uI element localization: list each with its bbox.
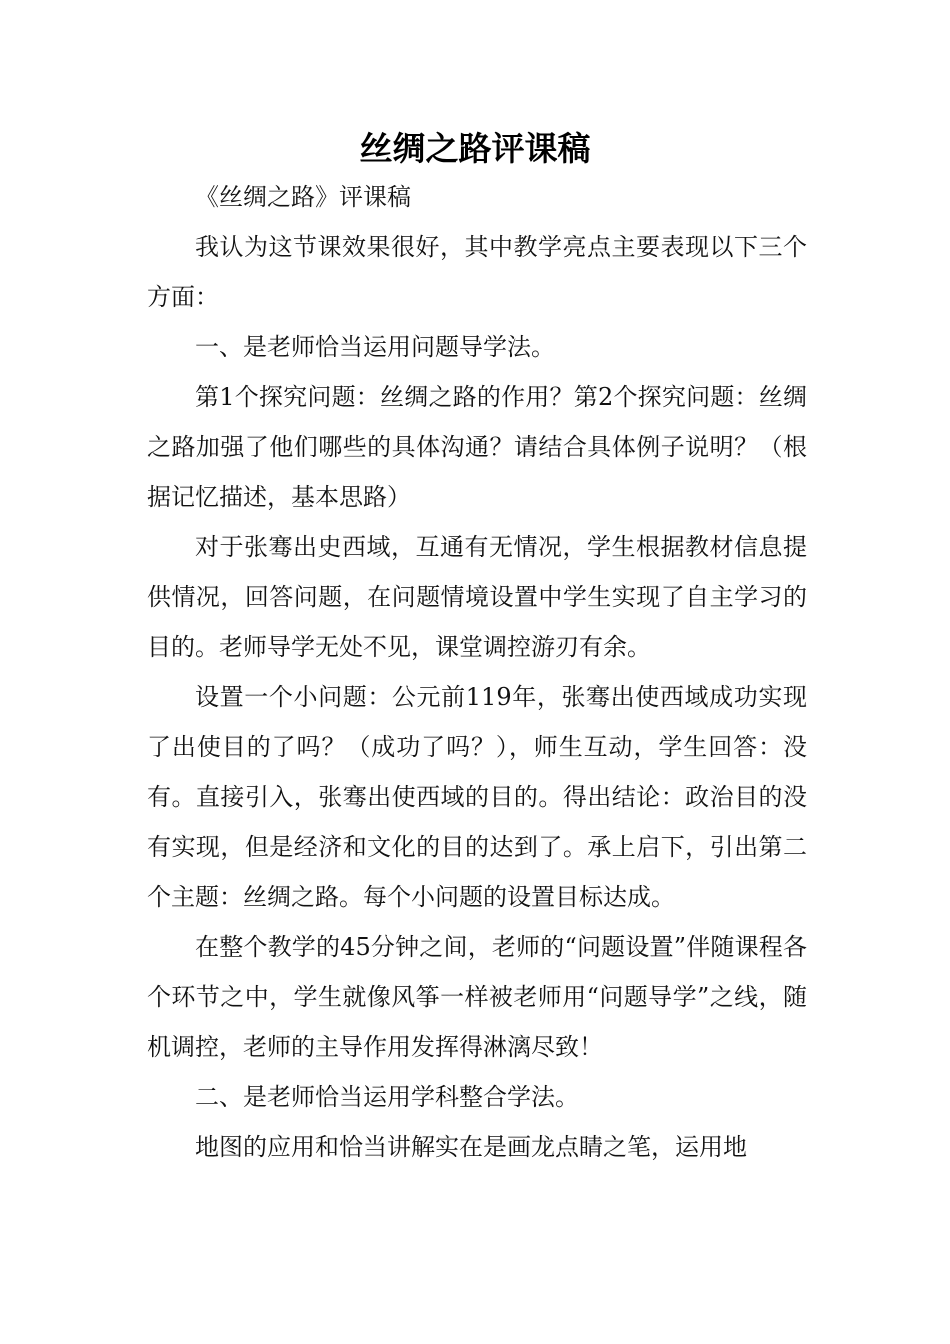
paragraph-whole-lesson: 在整个教学的45分钟之间，老师的“问题设置”伴随课程各个环节之中，学生就像风筝一样被老师用“问题导学”之线，随机调控，老师的主导作用发挥得淋漓尽致！	[147, 933, 807, 1061]
paragraph-section-one-heading: 一、是老师恰当运用问题导学法。	[195, 333, 555, 361]
paragraph-questions: 第1个探究问题：丝绸之路的作用？第2个探究问题：丝绸之路加强了他们哪些的具体沟通？请结合具体例子说明？（根据记忆描述，基本思路）	[147, 383, 807, 511]
document-title: 丝绸之路评课稿	[359, 129, 591, 168]
paragraph-intro: 我认为这节课效果很好，其中教学亮点主要表现以下三个方面：	[147, 233, 807, 311]
paragraph-section-two-heading: 二、是老师恰当运用学科整合学法。	[195, 1083, 579, 1111]
paragraph-subtitle: 《丝绸之路》评课稿	[195, 183, 411, 211]
paragraph-zhang-qian: 对于张骞出史西域，互通有无情况，学生根据教材信息提供情况，回答问题，在问题情境设置中学生实现了自主学习的目的。老师导学无处不见，课堂调控游刃有余。	[147, 533, 807, 661]
paragraph-map-usage: 地图的应用和恰当讲解实在是画龙点睛之笔，运用地	[195, 1133, 747, 1161]
paragraph-small-question: 设置一个小问题：公元前119年，张骞出使西域成功实现了出使目的了吗？（成功了吗？），师生互动，学生回答：没有。直接引入，张骞出使西域的目的。得出结论：政治目的没有实现，但是经济和文化的目的达到了。承上启下，引出第二个主题：丝绸之路。每个小问题的设置目标达成。	[147, 683, 807, 911]
document-body	[147, 172, 807, 1172]
